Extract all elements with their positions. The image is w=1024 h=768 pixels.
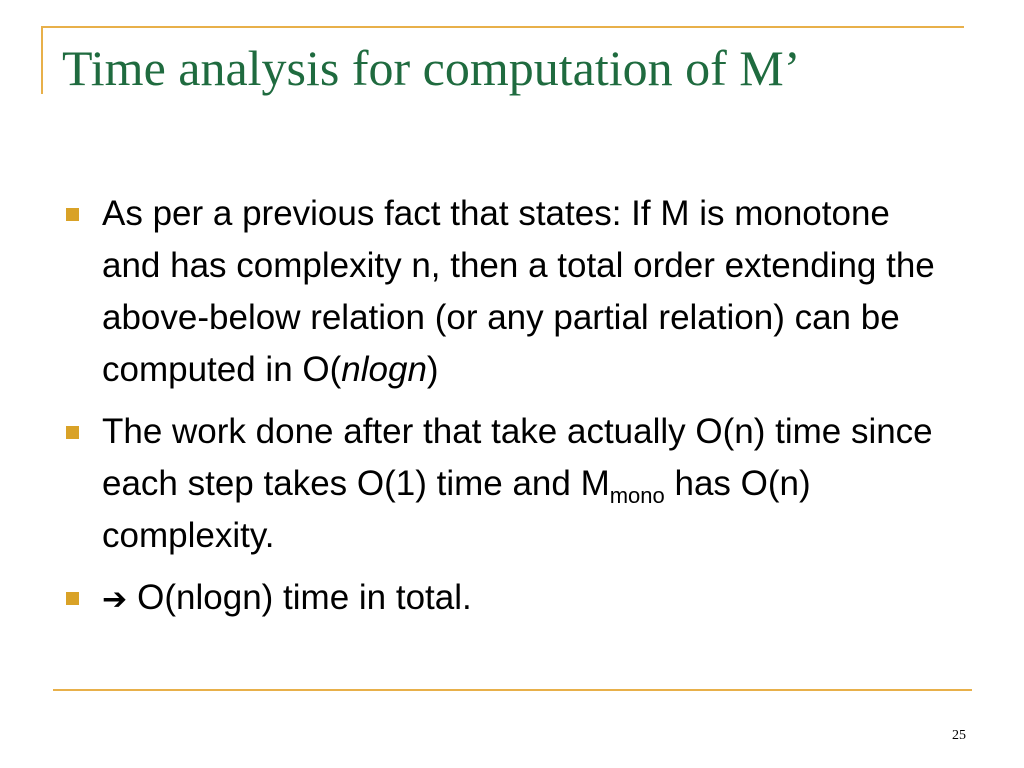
bullet-item-previous-fact (66, 188, 946, 396)
bullet-subscript-text: mono (609, 483, 665, 508)
bullet-text-end: ) (426, 350, 439, 389)
bullet-item-work-done (66, 406, 946, 562)
bullet-text-end: has O(n) complexity. (102, 464, 811, 555)
frame-left-line (41, 26, 43, 94)
slide-title: Time analysis for computation of M’ (62, 40, 801, 96)
bullet-list (66, 188, 946, 636)
bullet-italic-text: nlogn (341, 350, 427, 389)
bullet-text: O(nlogn) time in total. (137, 578, 472, 617)
square-bullet-icon (66, 592, 79, 605)
bullet-item-conclusion (66, 572, 946, 626)
page-number: 25 (952, 728, 966, 743)
arrow-right-icon: ➔ (102, 582, 128, 617)
bullet-text: As per a previous fact that states: If M is monotone and has complexity n, then a total order extending the above-below relation (or any partial relation) can be computed in O( (102, 194, 935, 389)
frame-bottom-line (53, 689, 972, 691)
frame-top-line (41, 26, 964, 28)
bullet-text: The work done after that take actually O(n) time since each step takes O(1) time and M (102, 412, 933, 503)
square-bullet-icon (66, 208, 79, 221)
square-bullet-icon (66, 426, 79, 439)
